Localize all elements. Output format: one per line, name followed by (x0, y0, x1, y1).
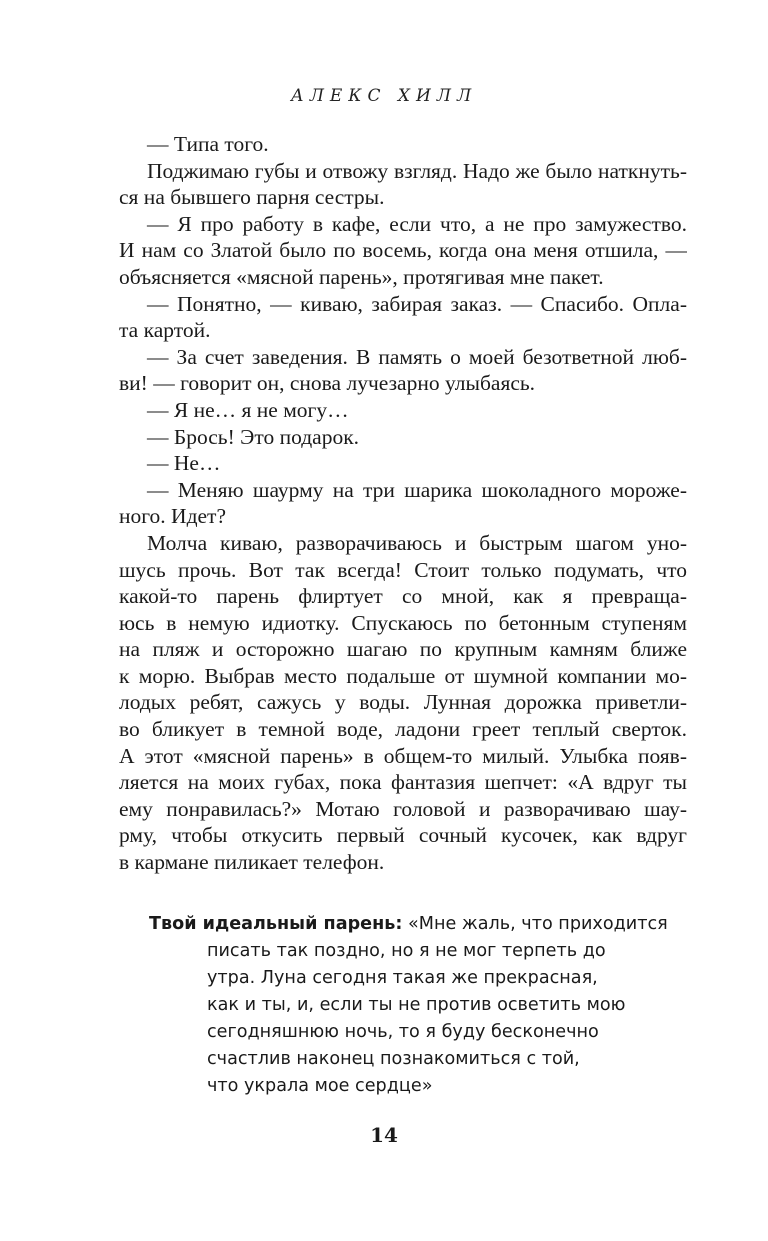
text-line: лодых ребят, сажусь у воды. Лунная дорожка приветли- (119, 690, 687, 715)
text-line: во бликует в темной воде, ладони греет теплый сверток. (119, 717, 687, 742)
text-line: ного. Идет? (119, 504, 226, 529)
text-line: — Типа того. (147, 132, 269, 156)
page-number: 14 (370, 1123, 398, 1147)
text-line: шусь прочь. Вот так всегда! Стоит только подумать, что (119, 557, 687, 582)
text-line: — Меняю шаурму на три шарика шоколадного мороже- (147, 477, 687, 502)
text-line: на пляж и осторожно шагаю по крупным камням ближе (119, 637, 687, 662)
message-first-line (149, 911, 689, 938)
text-line: к морю. Выбрав место подальше от шумной компании мо- (119, 663, 687, 688)
text-line: ся на бывшего парня сестры. (119, 185, 385, 210)
message-sender: Твой идеальный парень: (149, 914, 403, 934)
text-line: И нам со Златой было по восемь, когда она меня отшила, — (119, 238, 687, 263)
message-text-start: «Мне жаль, что приходится (408, 914, 668, 934)
text-line: в кармане пиликает телефон. (119, 850, 385, 875)
running-header-author: АЛЕКС ХИЛЛ (290, 86, 478, 106)
text-line: А этот «мясной парень» в общем-то милый. Улыбка появ- (119, 743, 687, 768)
text-line: та картой. (119, 318, 211, 343)
text-line: — За счет заведения. В память о моей безответной люб- (147, 344, 687, 369)
text-line: ему понравилась?» Мотаю головой и разворачиваю шау- (119, 796, 687, 821)
chat-message (149, 911, 689, 1100)
message-line: писать так поздно, но я не мог терпеть до (207, 941, 606, 961)
body-text (119, 131, 687, 876)
message-line: как и ты, и, если ты не против осветить мою (207, 995, 626, 1015)
text-line: объясняется «мясной парень», протягивая мне пакет. (119, 264, 604, 289)
text-line: — Брось! Это подарок. (147, 424, 360, 449)
text-line: Поджимаю губы и отвожу взгляд. Надо же было наткнуть- (147, 158, 687, 183)
text-line: какой-то парень флиртует со мной, как я превраща- (119, 584, 687, 609)
message-line: что украла мое сердце» (207, 1076, 433, 1096)
text-line: рму, чтобы откусить первый сочный кусочек, как вдруг (119, 823, 687, 848)
text-line: — Я про работу в кафе, если что, а не про замужество. (147, 211, 687, 236)
text-line: юсь в немую идиотку. Спускаюсь по бетонным ступеням (119, 610, 687, 635)
message-line: счастлив наконец познакомиться с той, (207, 1049, 580, 1069)
text-line: — Не… (147, 451, 221, 476)
text-line: — Понятно, — киваю, забирая заказ. — Спасибо. Опла- (147, 291, 687, 316)
message-line: сегодняшнюю ночь, то я буду бесконечно (207, 1022, 599, 1042)
text-line: — Я не… я не могу… (147, 397, 349, 422)
message-line: утра. Луна сегодня такая же прекрасная, (207, 968, 598, 988)
text-line: ляется на моих губах, пока фантазия шепчет: «А вдруг ты (119, 770, 687, 795)
text-line: Молча киваю, разворачиваюсь и быстрым шагом уно- (147, 530, 687, 555)
text-line: ви! — говорит он, снова лучезарно улыбаясь. (119, 371, 536, 396)
